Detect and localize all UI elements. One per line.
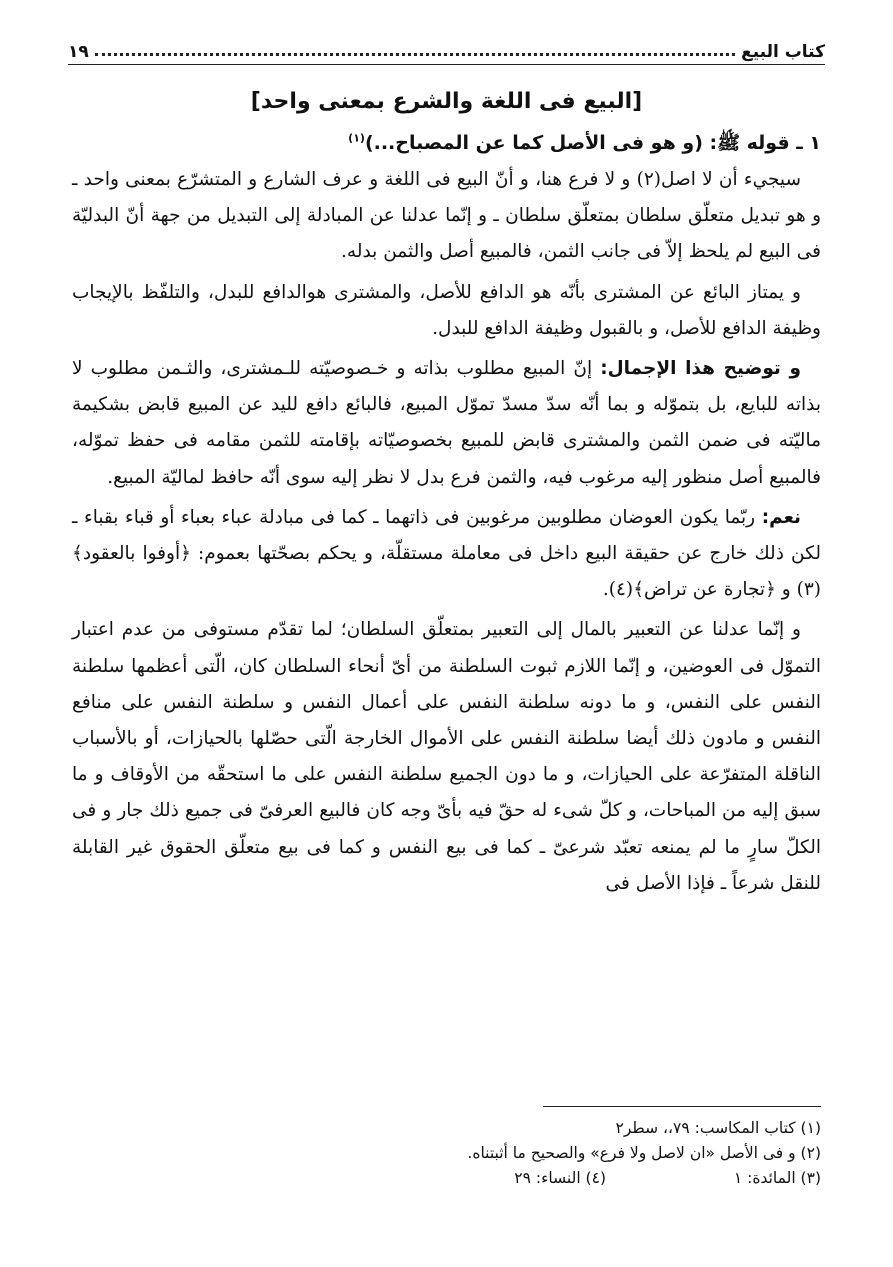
footnote-3: (٣) المائدة: ١ [733,1169,821,1187]
footnote-2: (٢) و فى الأصل «ان لاصل ولا فرع» والصحيح ما أثبتناه. [467,1144,821,1162]
page-number: ١٩ [68,42,89,62]
footnote-4: (٤) النساء: ٢٩ [514,1169,606,1187]
paragraph-3-body: إنّ المبيع مطلوب بذاته و خـصوصيّته للـمشترى، والثـمن مطلوب لا بذاته للبايع، بل بتموّله و بما أنّه سدّ مسدّ تموّل المبيع، فالبائع دافع لليد عن المبيع قابض بشكيمة ماليّته فى ضمن الثمن والمشترى قابض للمبيع بخصوصيّاته بإقامته للثمن مقامه فى حفظ تموّله، فالمبيع أصل منظور إليه مرغوب فيه، والثمن فرع بدل لا نظر إليه سوى أنّه حافظ لماليّة المبيع. [72,358,821,488]
footnote-row-3-4 [72,1166,821,1191]
quoted-passage-line [72,126,821,160]
section-heading: [البيع فى اللغة والشرع بمعنى واحد] [250,89,643,114]
footnote-1: (١) كتاب المكاسب: ٧٩،، سطر٢ [615,1119,821,1137]
footnote-ref-1: (١) [348,131,365,145]
paragraph-1: سيجيء أن لا اصل(٢) و لا فرع هنا، و أنّ البيع فى اللغة و عرف الشارع و المتشرّع بمعنى واحد ـ و هو تبديل متعلّق سلطان بمتعلّق سلطان ـ و إنّما عدلنا عن المبادلة إلى التبديل من جهة أنّ البدليّة فى البيع لم يلحظ إلاّ فى جانب الثمن، فالمبيع أصل والثمن بدله. [72,169,821,263]
paragraph-4-lead: نعم: [761,506,801,528]
running-head [68,34,825,62]
paragraph-3 [72,351,821,496]
paragraph-4 [72,500,821,609]
main-text [72,80,821,906]
header-rule [68,64,825,65]
running-head-dot-leader [95,53,735,56]
paragraph-2: و يمتاز البائع عن المشترى بأنّه هو الدافع للأصل، والمشترى هوالدافع للبدل، والتلفّظ بالإيجاب وظيفة الدافع للأصل، و بالقبول وظيفة الدافع للبدل. [72,281,821,339]
running-head-book-title: كتاب البيع [741,42,825,62]
footnote-rule [543,1106,821,1107]
quoted-passage-text: ١ ـ قوله ﷺ: (و هو فى الأصل كما عن المصباح...) [364,132,821,154]
paragraph-3-lead: و توضيح هذا الإجمال: [600,358,802,380]
footnotes [72,1116,821,1191]
paragraph-5: و إنّما عدلنا عن التعبير بالمال إلى التعبير بمتعلّق السلطان؛ لما تقدّم مستوفى من عدم اعتبار التموّل فى العوضين، و إنّما اللازم ثبوت السلطنة من أىّ أنحاء السلطان كان، الّتى أعظمها سلطنة النفس على النفس، و ما دونه سلطنة النفس على أعمال النفس و سلطنة النفس على منافع النفس و مادون ذلك أيضا سلطنة النفس على الأموال الخارجة الّتى حصّلها بالحيازات، أو بالأسباب الناقلة المتفرّعة على الحيازات، و ما دون الجميع سلطنة النفس على ما استحقّه من الأوقاف و ما سبق إليه من المباحات، و كلّ شىء له حقّ فيه بأىّ وجه كان فالبيع العرفىّ فى جميع ذلك جار و فى الكلّ سارٍ ما لم يمنعه تعبّد شرعىّ ـ كما فى بيع النفس و كما فى بيع متعلّق الحقوق غير القابلة للنقل شرعاً ـ فإذا الأصل فى [72,619,821,894]
paragraph-4-body: ربّما يكون العوضان مطلوبين مرغوبين فى ذاتهما ـ كما فى مبادلة عباء بعباء أو قباء بقباء ـ لكن ذلك خارج عن حقيقة البيع داخل فى معاملة مستقلّة، و يحكم بصحّتها بعموم: ﴿أوفوا بالعقود﴾(٣) و ﴿تجارة عن تراض﴾(٤). [72,506,821,601]
